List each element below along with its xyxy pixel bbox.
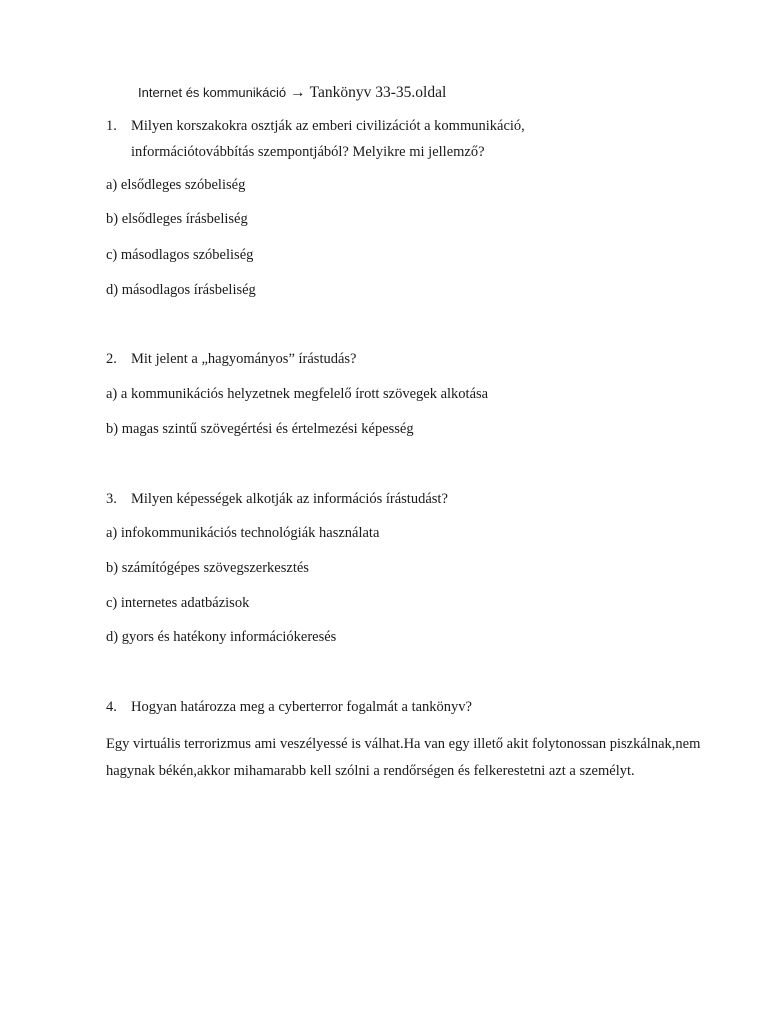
- answer-1c: c) másodlagos szóbeliség: [106, 247, 254, 263]
- question-number: 1.: [106, 118, 117, 134]
- title-topic: Internet és kommunikáció: [138, 85, 287, 100]
- question-text: Mit jelent a „hagyományos” írástudás?: [131, 351, 357, 367]
- answer-3a: a) infokommunikációs technológiák használata: [106, 525, 380, 541]
- answer-3c: c) internetes adatbázisok: [106, 595, 250, 611]
- answer-1a: a) elsődleges szóbeliség: [106, 177, 246, 193]
- answer-1b: b) elsődleges írásbeliség: [106, 211, 248, 227]
- question-number: 2.: [106, 351, 117, 367]
- answer-3b: b) számítógépes szövegszerkesztés: [106, 560, 309, 576]
- title-reference: Tankönyv 33-35.oldal: [309, 84, 447, 101]
- answer-2b: b) magas szintű szövegértési és értelmezési képesség: [106, 421, 414, 437]
- question-text: Milyen képességek alkotják az információs írástudást?: [131, 491, 448, 507]
- document-title: [138, 84, 446, 102]
- answer-3d: d) gyors és hatékony információkeresés: [106, 629, 337, 645]
- question-1: [106, 113, 566, 165]
- answer-2a: a) a kommunikációs helyzetnek megfelelő írott szövegek alkotása: [106, 386, 489, 402]
- question-3: [106, 486, 706, 512]
- question-number: 4.: [106, 699, 117, 715]
- question-number: 3.: [106, 491, 117, 507]
- answer-4-paragraph: Egy virtuális terrorizmus ami veszélyessé is válhat.Ha van egy illető akit folytonossan piszkálnak,nem hagynak békén,akkor mihamarabb kell szólni a rendőrségen és felkerestetni azt a személyt.: [106, 736, 701, 779]
- question-2: [106, 346, 706, 372]
- question-4: [106, 694, 706, 720]
- arrow-icon: →: [290, 84, 306, 101]
- answer-1d: d) másodlagos írásbeliség: [106, 282, 256, 298]
- question-text: Hogyan határozza meg a cyberterror fogalmát a tankönyv?: [131, 699, 472, 715]
- question-text: Milyen korszakokra osztják az emberi civilizációt a kommunikáció, információtovábbítás szempontjából? Melyikre mi jellemző?: [131, 118, 525, 160]
